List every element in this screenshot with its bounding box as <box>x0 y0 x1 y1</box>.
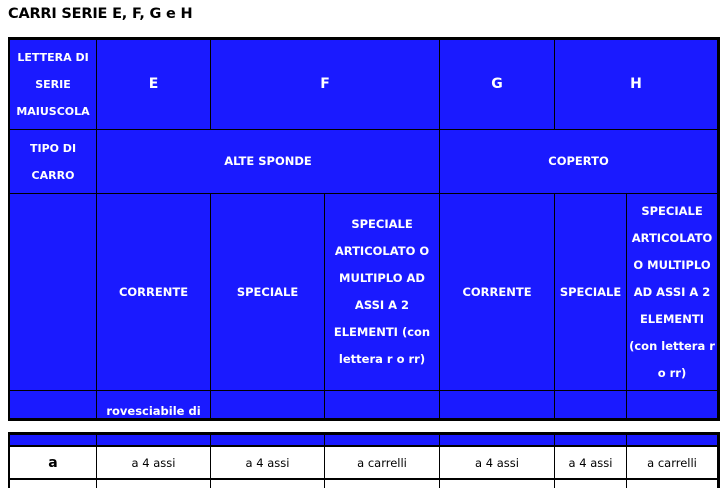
partial-cell-3 <box>325 391 439 418</box>
letter-g-cell <box>440 40 554 129</box>
grid-line <box>554 193 555 421</box>
partial-cell-1 <box>97 391 210 418</box>
letter-f: F <box>320 76 330 92</box>
subtype-label: SPECIALE <box>236 284 299 299</box>
table-cell <box>627 447 717 478</box>
grid-line <box>554 432 555 488</box>
subtype-label: CORRENTE <box>462 284 532 299</box>
grid-line <box>717 37 720 421</box>
letter-g: G <box>491 76 503 92</box>
grid-line <box>8 193 720 194</box>
table-cell <box>211 447 324 478</box>
strip-cell-6 <box>627 435 717 445</box>
grid-line <box>8 37 720 40</box>
row-letter: a <box>48 454 58 471</box>
grid-line <box>8 129 720 130</box>
grid-line <box>626 193 627 421</box>
partial-cell-2 <box>211 391 324 418</box>
subtype-cell-4 <box>440 194 554 390</box>
grid-line <box>210 193 211 421</box>
letter-e-cell <box>97 40 210 129</box>
grid-line <box>626 432 627 488</box>
grid-line <box>554 37 555 130</box>
page-title: CARRI SERIE E, F, G e H <box>8 6 193 22</box>
grid-line <box>210 37 211 130</box>
grid-line <box>8 432 10 488</box>
serie-label: LETTERA DI SERIE MAIUSCOLA <box>16 51 90 118</box>
table-cell <box>325 447 439 478</box>
group-coperto: COPERTO <box>548 154 609 168</box>
table-cell <box>555 447 626 478</box>
serie-label-cell <box>10 40 96 129</box>
group-alte-sponde: ALTE SPONDE <box>224 154 312 168</box>
subtype-empty-cell <box>10 194 96 390</box>
subtype-label: CORRENTE <box>118 284 189 299</box>
grid-line <box>96 37 97 421</box>
group-alte-sponde-cell <box>97 130 439 193</box>
partial-cell-6 <box>627 391 717 418</box>
grid-line <box>8 432 720 435</box>
tipo-label: TIPO DI CARRO <box>29 141 77 182</box>
letter-f-cell <box>211 40 439 129</box>
strip-cell-5 <box>555 435 626 445</box>
tipo-label-cell <box>10 130 96 193</box>
subtype-label: SPECIALE ARTICOLATO O MULTIPLO AD ASSI A 2 ELEMENTI (con lettera r o rr) <box>333 217 431 366</box>
letter-e: E <box>148 76 159 92</box>
partial-cell-5 <box>555 391 626 418</box>
row-letter-cell <box>10 447 96 478</box>
grid-line <box>324 432 325 488</box>
grid-line <box>8 390 720 391</box>
subtype-cell-2 <box>211 194 324 390</box>
subtype-label: SPECIALE <box>559 284 622 299</box>
strip-cell-0 <box>10 435 96 445</box>
cell-value: a carrelli <box>357 455 407 470</box>
grid-line <box>439 37 440 421</box>
subtype-cell-3 <box>325 194 439 390</box>
grid-line <box>717 432 720 488</box>
group-coperto-cell <box>440 130 717 193</box>
grid-line <box>8 37 10 421</box>
subtype-cell-1 <box>97 194 210 390</box>
grid-line <box>8 478 720 480</box>
strip-cell-1 <box>97 435 210 445</box>
strip-cell-2 <box>211 435 324 445</box>
cell-value: a 4 assi <box>245 455 290 470</box>
partial-empty-cell <box>10 391 96 418</box>
table-cell <box>440 447 554 478</box>
cell-value: a carrelli <box>647 455 697 470</box>
grid-line <box>96 432 97 488</box>
cell-value: a 4 assi <box>568 455 613 470</box>
grid-line <box>210 432 211 488</box>
subtype-cell-5 <box>555 194 626 390</box>
grid-line <box>439 432 440 488</box>
table-cell <box>97 447 210 478</box>
cell-value: a 4 assi <box>131 455 176 470</box>
letter-h: H <box>630 76 642 92</box>
partial-text: rovesciabile di <box>106 404 201 418</box>
grid-line <box>8 445 720 447</box>
letter-h-cell <box>555 40 717 129</box>
grid-line <box>324 193 325 421</box>
cell-value: a 4 assi <box>475 455 519 470</box>
subtype-label: SPECIALE ARTICOLATO O MULTIPLO AD ASSI A 2 ELEMENTI (con lettera r o rr) <box>629 203 715 380</box>
strip-cell-3 <box>325 435 439 445</box>
partial-cell-4 <box>440 391 554 418</box>
subtype-cell-6 <box>627 194 717 390</box>
strip-cell-4 <box>440 435 554 445</box>
grid-line <box>8 418 720 421</box>
